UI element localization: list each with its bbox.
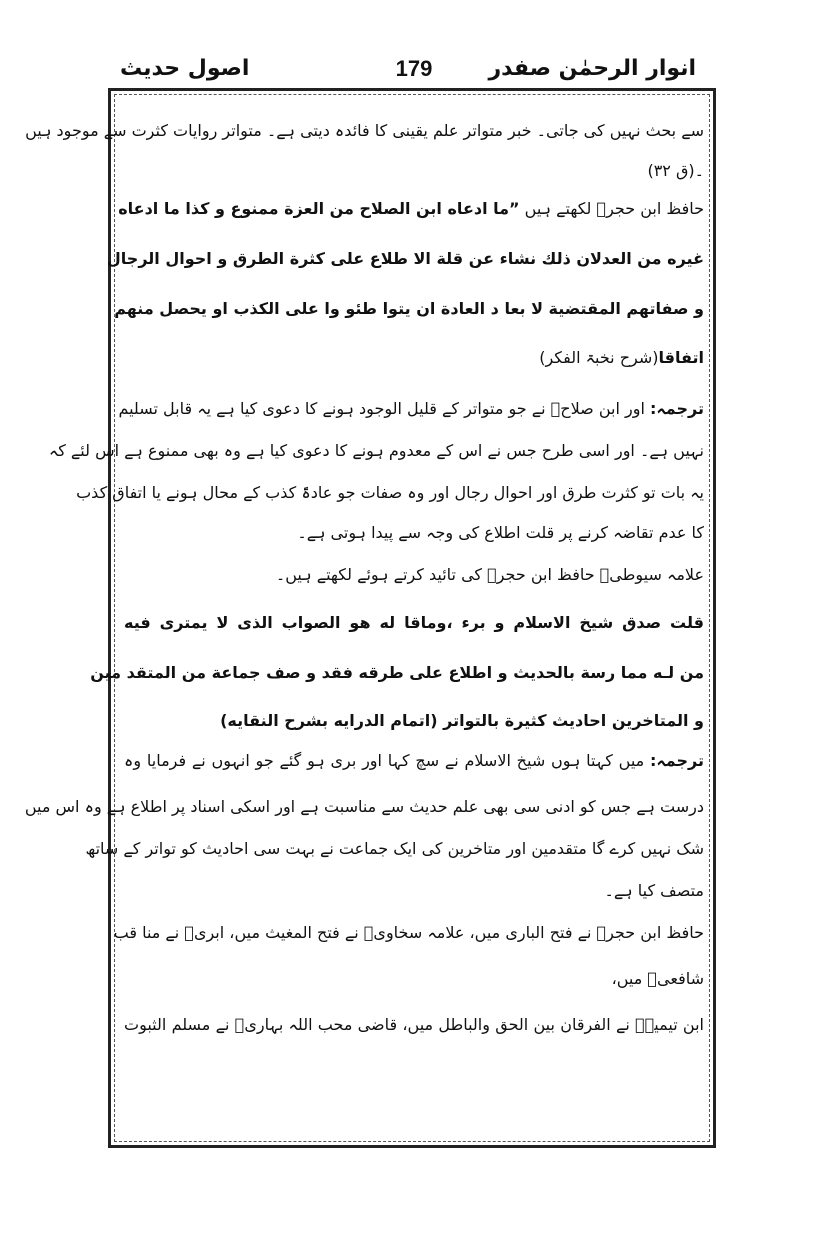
text-line	[124, 347, 704, 369]
arabic-line: غيره من العدلان ذلك نشاء عن قلة الا طلاع على كثرة الطرق و احوال الرجال	[106, 249, 704, 268]
page-number: 179	[395, 56, 433, 81]
translation-line	[118, 398, 704, 420]
urdu-phrase: حافظ ابن حجرؒ لکھتے ہیں	[519, 199, 704, 218]
text-line: حافظ ابن حجرؒ نے فتح الباری میں، علامہ سخاویؒ نے فتح المغیث میں، ابریؒ نے منا قب	[113, 923, 704, 942]
translation-text: میں کہتا ہوں شیخ الاسلام نے سچ کہا اور بری ہو گئے جو انہوں نے فرمایا وہ	[124, 751, 650, 770]
header-book-title: انوار الرحمٰن صفدر	[488, 56, 696, 81]
text-line: نہیں ہے۔ اور اسی طرح جس نے اس کے معدوم ہونے کا دعوی کیا ہے وہ بھی ممنوع ہے اس لئے کہ	[48, 441, 704, 460]
text-line: درست ہے جس کو ادنی سی بھی علم حدیث سے مناسبت ہے اور اسکی اسناد پر اطلاع ہے وہ اس میں	[24, 797, 704, 816]
text-line: علامہ سیوطیؒ حافظ ابن حجرؒ کی تائید کرتے ہوئے لکھتے ہیں۔	[275, 565, 704, 584]
translation-text: اور ابن صلاحؒ نے جو متواتر کے قلیل الوجود ہونے کا دعوی کیا ہے یہ قابل تسلیم	[118, 399, 650, 418]
text-line	[118, 198, 704, 220]
arabic-line: قلت صدق شيخ الاسلام و برء ،وماقا له هو الصواب الذى لا يمترى فيه	[124, 613, 704, 632]
text-line: یہ بات تو کثرت طرق اور احوال رجال اور وہ صفات جو عادۃً کذب کے محال ہونے یا اتفاق کذب	[76, 483, 704, 502]
arabic-line: و صفاتهم المقتضية لا بعا د العادة ان يتوا طئو وا على الكذب او يحصل منهم	[114, 299, 704, 318]
arabic-line: من لـه مما رسة بالحديث و اطلاع على طرقه فقد و صف جماعة من المتقد مين	[90, 663, 704, 682]
text-line: شافعیؒ میں،	[611, 969, 704, 988]
text-line: ۔(ق ۳۲)	[647, 161, 704, 180]
arabic-line: و المتاخرين احاديث كثيرة بالتواتر (اتمام الدرايه بشرح النقايه)	[220, 711, 704, 730]
arabic-word: اتفاقا	[658, 348, 704, 367]
text-line: متصف کیا ہے۔	[604, 881, 704, 900]
translation-line	[124, 750, 704, 772]
arabic-quote: ”ما ادعاه ابن الصلاح من العزة ممنوع و كذا ما ادعاه	[118, 199, 520, 218]
header-chapter-title: اصول حدیث	[120, 56, 250, 81]
reference: (شرح نخبۃ الفکر)	[539, 348, 659, 367]
translation-label: ترجمہ:	[650, 751, 704, 770]
text-line: شک نہیں کرے گا متقدمین اور متاخرین کی ایک جماعت نے بہت سی احادیث کو تواتر کے ساتھ	[85, 839, 704, 858]
text-line: سے بحث نہیں کی جاتی۔ خبر متواتر علم یقینی کا فائدہ دیتی ہے۔ متواتر روایات کثرت سے موجود ہیں	[25, 121, 704, 140]
translation-label: ترجمہ:	[650, 399, 704, 418]
text-line: ابن تیمیہؒ نے الفرقان بین الحق والباطل میں، قاضی محب اللہ بہاریؒ نے مسلم الثبوت	[124, 1015, 704, 1034]
text-line: کا عدم تقاضہ کرنے پر قلت اطلاع کی وجہ سے پیدا ہوتی ہے۔	[297, 523, 704, 542]
